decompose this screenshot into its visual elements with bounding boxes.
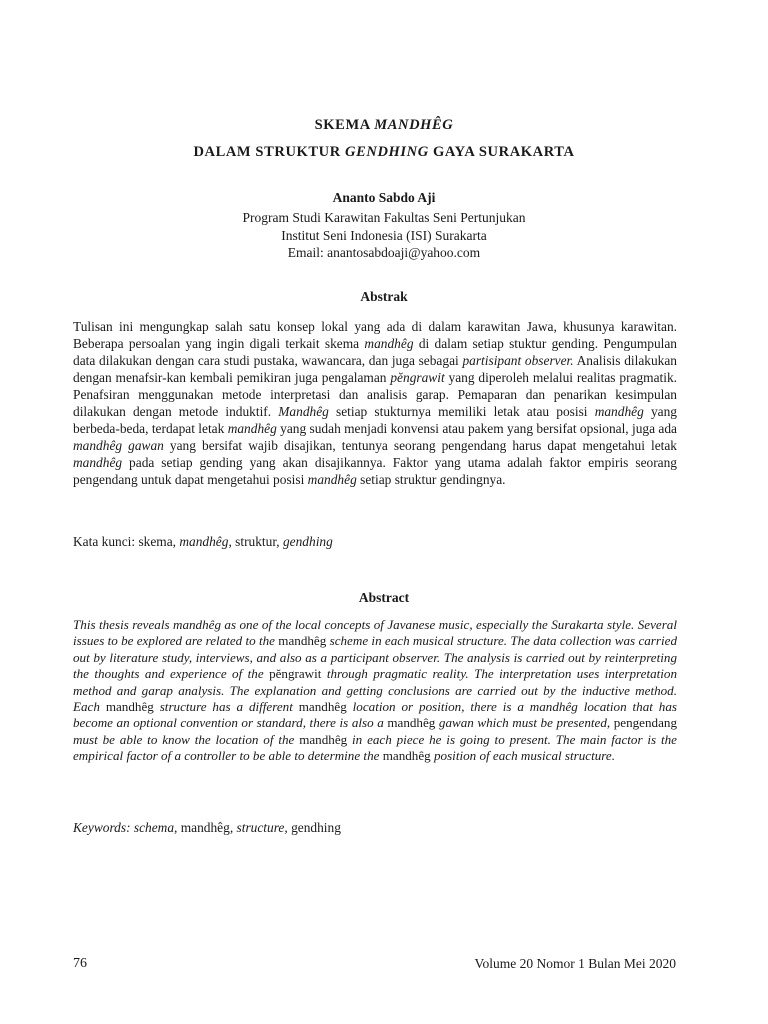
author-affiliation-institute: Institut Seni Indonesia (ISI) Surakarta <box>281 228 487 243</box>
abstract-term: mandhêg <box>298 699 347 715</box>
keywords-text: Keywords: schema, <box>73 820 181 835</box>
abstract-term: pĕngrawit <box>269 666 322 682</box>
abstract-term: mandhêg <box>278 633 327 649</box>
keywords-term: mandhêg <box>180 820 230 835</box>
abstract-text: position of each musical structure. <box>430 748 615 764</box>
volume-info: Volume 20 Nomor 1 Bulan Mei 2020 <box>474 956 676 971</box>
abstrak-body <box>73 318 677 488</box>
kata-kunci-term: mandhêg <box>179 534 229 549</box>
abstrak-text: setiap stukturnya memiliki letak atau posisi <box>328 404 595 419</box>
abstrak-text: setiap struktur gendingnya. <box>356 472 506 487</box>
page-number: 76 <box>73 956 87 971</box>
keywords-text: , structure, <box>229 820 292 835</box>
abstract-text: through pragmatic reality. The interpretation uses interpretation method and garap analysis. The explanation and getting conclusions are carried out by the inductive method. Each <box>73 666 677 715</box>
abstract-term: mandhêg <box>382 748 431 764</box>
abstrak-term: mandhêg <box>73 455 123 470</box>
abstrak-term: partisipant observer. <box>462 353 574 368</box>
abstract-term: pengendang <box>613 715 677 731</box>
abstrak-term: mandhêg <box>227 421 277 436</box>
abstrak-term: mandhêg <box>364 336 414 351</box>
abstrak-text: yang berbeda-beda, terdapat letak <box>73 404 677 436</box>
author-affiliation-program: Program Studi Karawitan Fakultas Seni Pertunjukan <box>242 210 526 225</box>
kata-kunci <box>73 534 677 550</box>
abstrak-text: pada setiap gending yang akan disajikannya. Faktor yang utama adalah faktor empiris seorang pengendang untuk dapat mengetahui posisi <box>73 455 677 487</box>
abstract-text: gawan which must be presented, <box>435 715 614 731</box>
kata-kunci-term: gendhing <box>282 534 333 549</box>
abstrak-text: Tulisan ini mengungkap salah satu konsep lokal yang ada di dalam karawitan Jawa, khusunya karawitan. Beberapa persoalan yang ingin digali terkait skema <box>73 319 677 351</box>
abstract-term: mandhêg <box>105 699 154 715</box>
abstract-heading: Abstract <box>358 590 410 605</box>
abstrak-term: pĕngrawit <box>390 370 445 385</box>
title-suffix: GAYA SURAKARTA <box>433 144 575 160</box>
abstrak-heading: Abstrak <box>360 289 408 304</box>
kata-kunci-text: Kata kunci: skema, <box>73 534 180 549</box>
kata-kunci-text: , struktur, <box>228 534 283 549</box>
title-italic-term: GENDHING <box>345 144 429 160</box>
abstract-text: This thesis reveals mandhêg as one of the local concepts of Javanese music, especially the Surakarta style. Several issues to be explored are related to the <box>73 617 677 649</box>
article-title-line-2 <box>0 144 768 161</box>
title-italic-term: MANDHÊG <box>374 117 454 133</box>
abstrak-term: mandhêg <box>594 404 644 419</box>
abstract-term: mandhêg <box>387 715 436 731</box>
author-name: Ananto Sabdo Aji <box>332 190 436 205</box>
abstract-body <box>73 617 677 765</box>
abstrak-text: Analisis dilakukan dengan menafsir-kan kembali pemikiran juga pengalaman <box>73 353 677 385</box>
abstract-text: location or position, there is a mandhêg location that has become an optional convention or standard, there is also a <box>73 699 677 731</box>
keywords <box>73 820 677 836</box>
abstract-text: scheme in each musical structure. The data collection was carried out by literature study, interviews, and also as a participant observer. The analysis is carried out by reinterpreting the thoughts and experience of the <box>73 633 677 682</box>
abstract-text: structure has a different <box>153 699 299 715</box>
abstrak-text: yang bersifat wajib disajikan, tentunya seorang pengendang harus dapat mengetahui letak <box>163 438 677 453</box>
title-prefix: SKEMA <box>314 117 370 133</box>
title-prefix: DALAM STRUKTUR <box>193 144 341 160</box>
abstrak-term: Mandhêg <box>278 404 329 419</box>
abstrak-text: yang sudah menjadi konvensi atau pakem yang bersifat opsional, juga ada <box>276 421 677 436</box>
abstrak-term: mandhêg gawan <box>73 438 164 453</box>
abstract-term: mandhêg <box>299 731 348 747</box>
abstrak-text: di dalam setiap stuktur gending. Pengumpulan data dilakukan dengan cara studi pustaka, wawancara, dan juga sebagai <box>73 336 678 368</box>
author-email: Email: anantosabdoaji@yahoo.com <box>287 245 481 260</box>
abstrak-text: yang diperoleh melalui realitas pragmatik. Penafsiran menggunakan metode interpretasi dan analisis garap. Pemaparan dan penarikan kesimpulan dilakukan dengan metode induktif. <box>73 370 678 419</box>
article-title-line-1 <box>0 117 768 134</box>
abstrak-term: mandhêg <box>307 472 357 487</box>
abstract-text: in each piece he is going to present. The main factor is the empirical factor of a controller to be able to determine the <box>73 731 677 764</box>
abstract-text: must be able to know the location of the <box>73 731 300 747</box>
keywords-term: gendhing <box>291 820 341 835</box>
